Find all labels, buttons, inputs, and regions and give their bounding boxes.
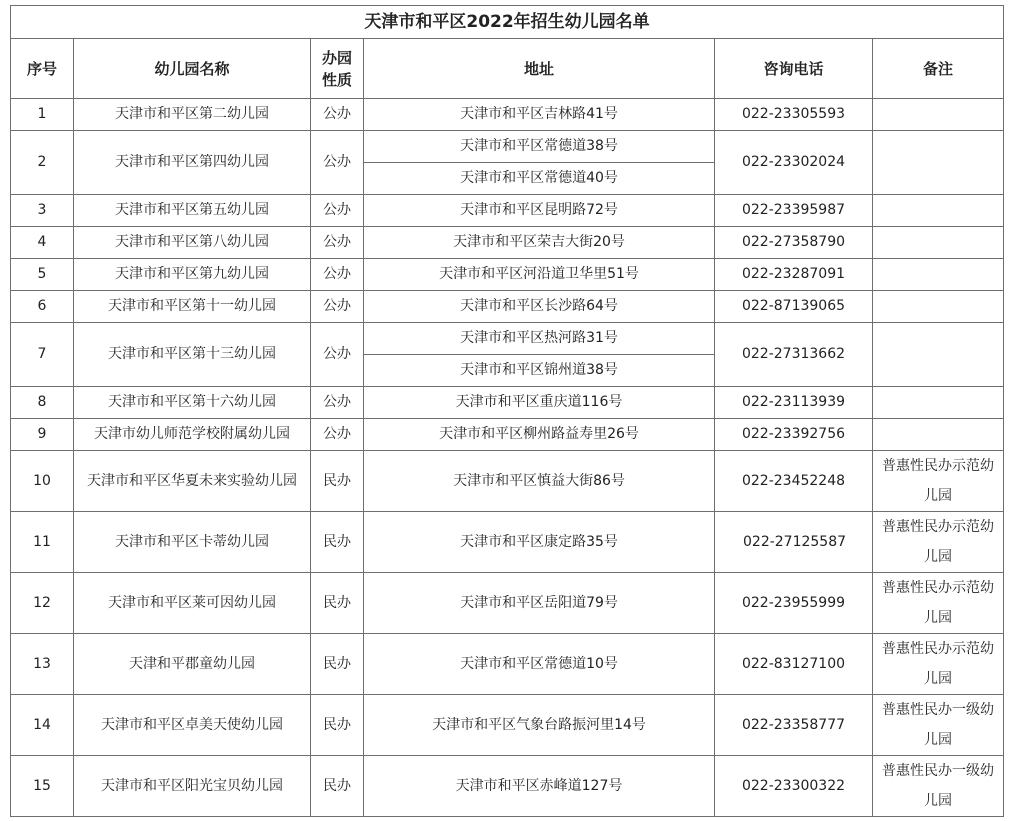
row-address: 天津市和平区热河路31号 xyxy=(364,323,715,355)
table-title: 天津市和平区2022年招生幼儿园名单 xyxy=(11,6,1004,39)
table-row xyxy=(11,131,1004,163)
row-phone: 022-23300322 xyxy=(715,756,873,817)
row-address-2: 天津市和平区常德道40号 xyxy=(364,163,715,195)
table-row xyxy=(11,259,1004,291)
header-address: 地址 xyxy=(364,39,715,99)
kindergarten-table xyxy=(10,5,1004,817)
row-name: 天津市和平区第十三幼儿园 xyxy=(74,323,311,387)
row-address: 天津市和平区吉林路41号 xyxy=(364,99,715,131)
header-name: 幼儿园名称 xyxy=(74,39,311,99)
row-phone: 022-23302024 xyxy=(715,131,873,195)
row-name: 天津市和平区第五幼儿园 xyxy=(74,195,311,227)
row-phone: 022-83127100 xyxy=(715,634,873,695)
row-note xyxy=(873,387,1004,419)
row-note xyxy=(873,419,1004,451)
row-phone: 022-23392756 xyxy=(715,419,873,451)
row-address: 天津市和平区岳阳道79号 xyxy=(364,573,715,634)
table-row xyxy=(11,323,1004,355)
row-address: 天津市和平区长沙路64号 xyxy=(364,291,715,323)
header-index: 序号 xyxy=(11,39,74,99)
row-name: 天津市和平区阳光宝贝幼儿园 xyxy=(74,756,311,817)
header-row xyxy=(11,39,1004,99)
row-phone: 022-23113939 xyxy=(715,387,873,419)
row-type: 公办 xyxy=(311,323,364,387)
row-note: 普惠性民办一级幼儿园 xyxy=(873,756,1004,817)
row-note xyxy=(873,227,1004,259)
row-index: 10 xyxy=(11,451,74,512)
row-address: 天津市和平区气象台路振河里14号 xyxy=(364,695,715,756)
row-type: 公办 xyxy=(311,291,364,323)
table-row xyxy=(11,387,1004,419)
table-row xyxy=(11,227,1004,259)
row-phone: 022-23452248 xyxy=(715,451,873,512)
row-note: 普惠性民办示范幼儿园 xyxy=(873,451,1004,512)
row-note: 普惠性民办示范幼儿园 xyxy=(873,634,1004,695)
row-note xyxy=(873,323,1004,387)
table-row xyxy=(11,291,1004,323)
row-note xyxy=(873,195,1004,227)
row-note: 普惠性民办示范幼儿园 xyxy=(873,573,1004,634)
header-phone: 咨询电话 xyxy=(715,39,873,99)
row-phone: 022-23358777 xyxy=(715,695,873,756)
row-type: 民办 xyxy=(311,756,364,817)
row-address: 天津市和平区昆明路72号 xyxy=(364,195,715,227)
table-row xyxy=(11,573,1004,634)
row-address-2: 天津市和平区锦州道38号 xyxy=(364,355,715,387)
row-note xyxy=(873,259,1004,291)
row-name: 天津和平郡童幼儿园 xyxy=(74,634,311,695)
row-phone: 022-23287091 xyxy=(715,259,873,291)
row-phone: 022-87139065 xyxy=(715,291,873,323)
row-note: 普惠性民办一级幼儿园 xyxy=(873,695,1004,756)
row-address: 天津市和平区重庆道116号 xyxy=(364,387,715,419)
row-name: 天津市和平区第九幼儿园 xyxy=(74,259,311,291)
row-name: 天津市幼儿师范学校附属幼儿园 xyxy=(74,419,311,451)
row-note xyxy=(873,291,1004,323)
row-type: 民办 xyxy=(311,451,364,512)
table-row xyxy=(11,756,1004,817)
row-address: 天津市和平区赤峰道127号 xyxy=(364,756,715,817)
row-type: 公办 xyxy=(311,387,364,419)
row-name: 天津市和平区卓美天使幼儿园 xyxy=(74,695,311,756)
table-row xyxy=(11,512,1004,573)
row-type: 公办 xyxy=(311,227,364,259)
row-phone: 022-27358790 xyxy=(715,227,873,259)
row-type: 民办 xyxy=(311,573,364,634)
table-row xyxy=(11,195,1004,227)
row-index: 4 xyxy=(11,227,74,259)
row-note xyxy=(873,131,1004,195)
row-name: 天津市和平区莱可因幼儿园 xyxy=(74,573,311,634)
row-index: 2 xyxy=(11,131,74,195)
row-index: 13 xyxy=(11,634,74,695)
table-row xyxy=(11,419,1004,451)
row-address: 天津市和平区常德道38号 xyxy=(364,131,715,163)
row-index: 12 xyxy=(11,573,74,634)
row-type: 公办 xyxy=(311,131,364,195)
row-note xyxy=(873,99,1004,131)
row-address: 天津市和平区荣吉大街20号 xyxy=(364,227,715,259)
header-type: 办园性质 xyxy=(311,39,364,99)
row-index: 8 xyxy=(11,387,74,419)
row-index: 9 xyxy=(11,419,74,451)
row-type: 公办 xyxy=(311,195,364,227)
table-row xyxy=(11,695,1004,756)
row-index: 5 xyxy=(11,259,74,291)
row-type: 民办 xyxy=(311,634,364,695)
row-name: 天津市和平区第十一幼儿园 xyxy=(74,291,311,323)
row-index: 15 xyxy=(11,756,74,817)
row-index: 6 xyxy=(11,291,74,323)
row-phone: 022-27313662 xyxy=(715,323,873,387)
row-name: 天津市和平区第十六幼儿园 xyxy=(74,387,311,419)
row-phone: 022-27125587 xyxy=(715,512,873,573)
row-phone: 022-23955999 xyxy=(715,573,873,634)
table-row xyxy=(11,634,1004,695)
row-address: 天津市和平区慎益大街86号 xyxy=(364,451,715,512)
row-type: 公办 xyxy=(311,99,364,131)
row-type: 民办 xyxy=(311,512,364,573)
row-index: 14 xyxy=(11,695,74,756)
row-name: 天津市和平区华夏未来实验幼儿园 xyxy=(74,451,311,512)
row-index: 7 xyxy=(11,323,74,387)
row-type: 民办 xyxy=(311,695,364,756)
row-index: 11 xyxy=(11,512,74,573)
row-note: 普惠性民办示范幼儿园 xyxy=(873,512,1004,573)
table-row xyxy=(11,99,1004,131)
row-type: 公办 xyxy=(311,419,364,451)
row-address: 天津市和平区康定路35号 xyxy=(364,512,715,573)
table-row xyxy=(11,451,1004,512)
row-name: 天津市和平区卡蒂幼儿园 xyxy=(74,512,311,573)
header-note: 备注 xyxy=(873,39,1004,99)
row-type: 公办 xyxy=(311,259,364,291)
row-index: 3 xyxy=(11,195,74,227)
row-phone: 022-23305593 xyxy=(715,99,873,131)
row-address: 天津市和平区柳州路益寿里26号 xyxy=(364,419,715,451)
row-phone: 022-23395987 xyxy=(715,195,873,227)
row-index: 1 xyxy=(11,99,74,131)
row-name: 天津市和平区第四幼儿园 xyxy=(74,131,311,195)
row-name: 天津市和平区第二幼儿园 xyxy=(74,99,311,131)
row-address: 天津市和平区河沿道卫华里51号 xyxy=(364,259,715,291)
row-address: 天津市和平区常德道10号 xyxy=(364,634,715,695)
row-name: 天津市和平区第八幼儿园 xyxy=(74,227,311,259)
